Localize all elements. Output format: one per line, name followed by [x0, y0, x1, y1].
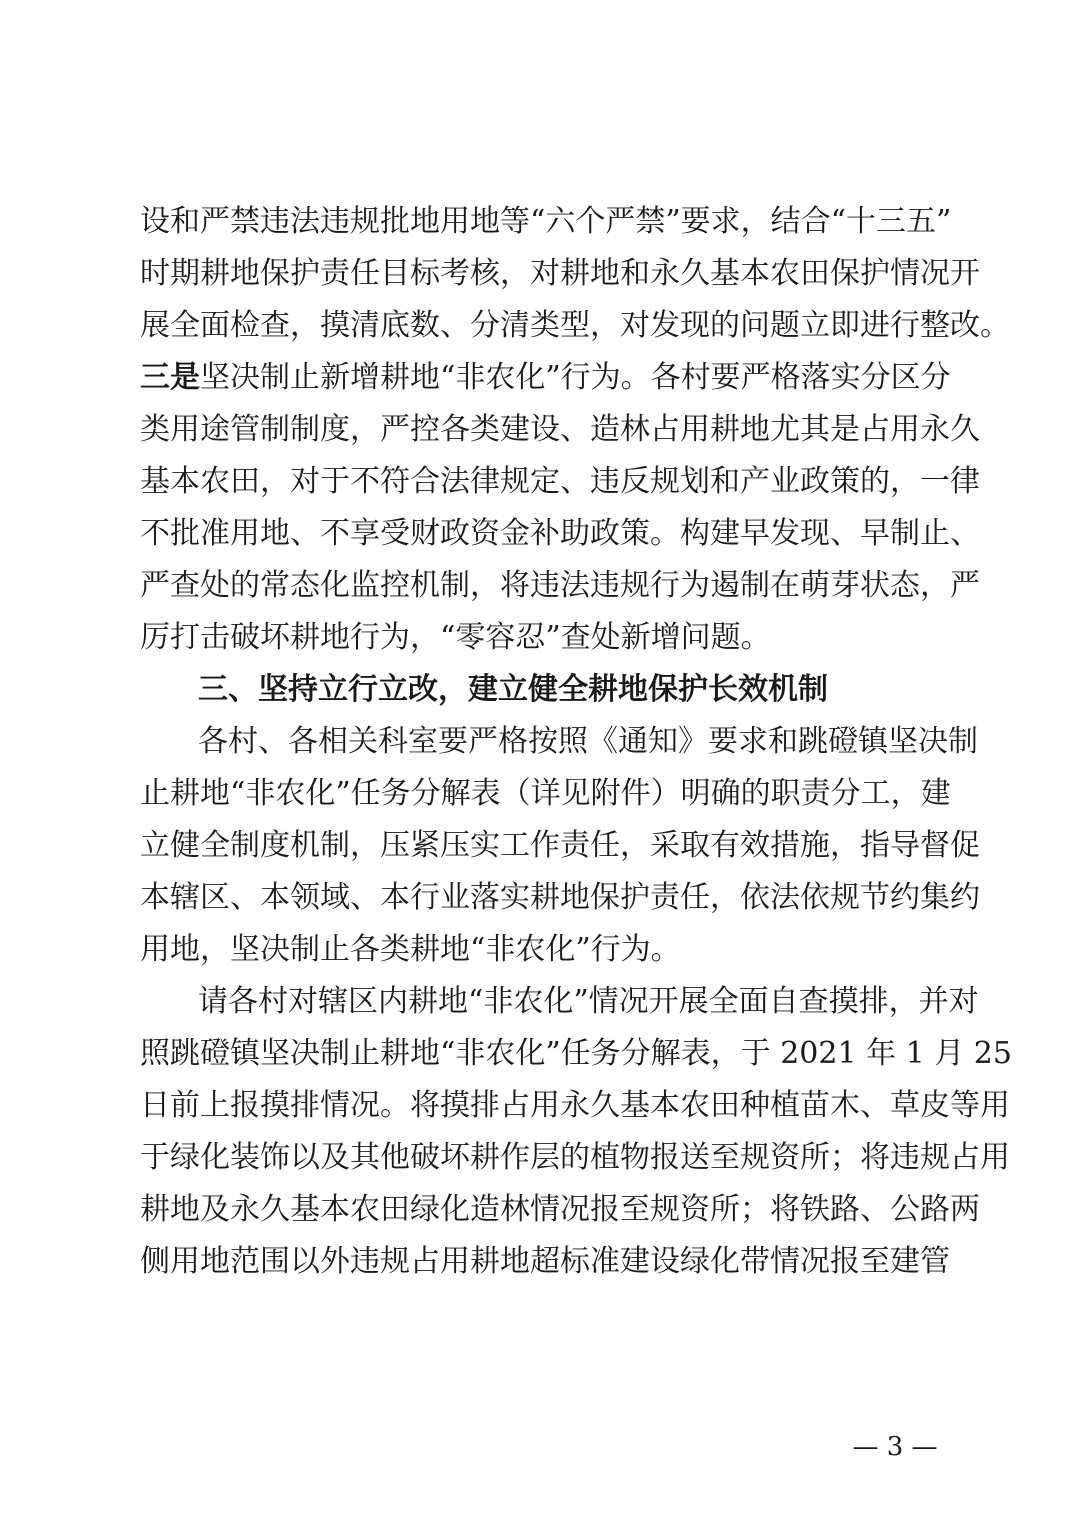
paragraph-line: 展全面检查，摸清底数、分清类型，对发现的问题立即进行整改。 — [140, 308, 1010, 343]
paragraph-line: 照跳磴镇坚决制止耕地“非农化”任务分解表，于 2021 年 1 月 25 — [140, 1036, 1012, 1071]
paragraph-line: 严查处的常态化监控机制，将违法违规行为遏制在萌芽状态，严 — [140, 568, 980, 603]
paragraph-line: 三是坚决制止新增耕地“非农化”行为。各村要严格落实分区分 — [140, 360, 951, 395]
paragraph-line: 本辖区、本领域、本行业落实耕地保护责任，依法依规节约集约 — [140, 880, 980, 915]
paragraph-line: 用地，坚决制止各类耕地“非农化”行为。 — [140, 932, 681, 967]
paragraph-line: 日前上报摸排情况。将摸排占用永久基本农田种植苗木、草皮等用 — [140, 1088, 1010, 1123]
paragraph-line: 各村、各相关科室要严格按照《通知》要求和跳磴镇坚决制 — [198, 724, 978, 759]
page-number: — 3 — — [852, 1432, 938, 1462]
paragraph-line: 时期耕地保护责任目标考核，对耕地和永久基本农田保护情况开 — [140, 256, 980, 291]
paragraph-line: 不批准用地、不享受财政资金补助政策。构建早发现、早制止、 — [140, 516, 980, 551]
paragraph-line: 类用途管制制度，严控各类建设、造林占用耕地尤其是占用永久 — [140, 412, 980, 447]
paragraph-line: 立健全制度机制，压紧压实工作责任，采取有效措施，指导督促 — [140, 828, 980, 863]
document-body — [140, 196, 1012, 1288]
paragraph-line: 侧用地范围以外违规占用耕地超标准建设绿化带情况报至建管 — [140, 1244, 950, 1279]
paragraph-line: 基本农田，对于不符合法律规定、违反规划和产业政策的，一律 — [140, 464, 980, 499]
paragraph-line: 设和严禁违法违规批地用地等“六个严禁”要求，结合“十三五” — [140, 204, 952, 239]
paragraph-line: 厉打击破坏耕地行为，“零容忍”查处新增问题。 — [140, 620, 771, 655]
paragraph-line: 于绿化装饰以及其他破坏耕作层的植物报送至规资所；将违规占用 — [140, 1140, 1010, 1175]
paragraph-line: 请各村对辖区内耕地“非农化”情况开展全面自查摸排，并对 — [198, 984, 979, 1019]
bold-prefix: 三是 — [140, 360, 200, 395]
paragraph-line: 止耕地“非农化”任务分解表（详见附件）明确的职责分工，建 — [140, 776, 951, 811]
paragraph-line: 耕地及永久基本农田绿化造林情况报至规资所；将铁路、公路两 — [140, 1192, 980, 1227]
section-heading: 三、坚持立行立改，建立健全耕地保护长效机制 — [198, 672, 828, 707]
